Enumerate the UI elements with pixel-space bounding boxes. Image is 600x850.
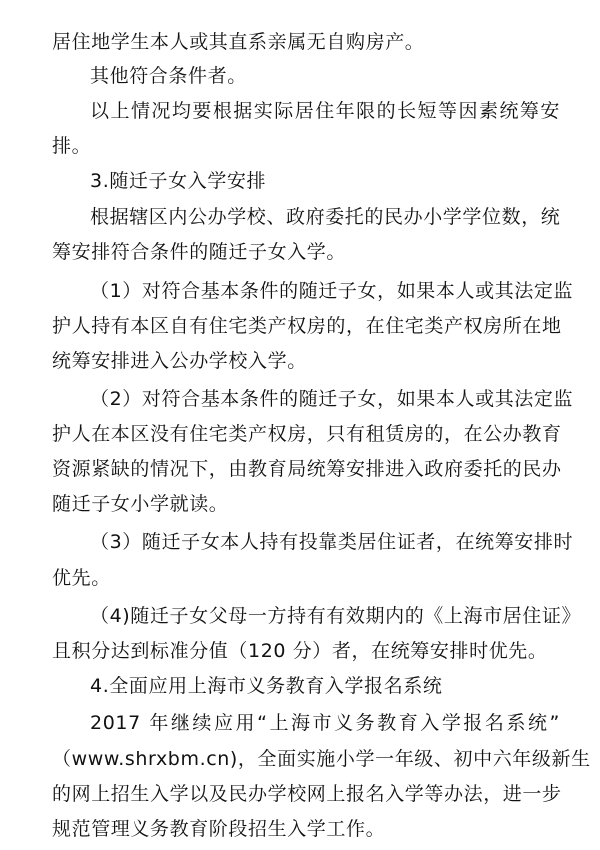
text-line-21: （www.shrxbm.cn)，全面实施小学一年级、初中六年级新生 xyxy=(52,748,591,770)
text-line-10: 统筹安排进入公办学校入学。 xyxy=(52,350,307,372)
text-line-8: （1）对符合基本条件的随迁子女，如果本人或其法定监 xyxy=(90,280,574,302)
section-heading-3: 3.随迁子女入学安排 xyxy=(90,170,267,192)
text-line-3: 以上情况均要根据实际居住年限的长短等因素统筹安 xyxy=(90,100,560,122)
text-line-22: 的网上招生入学以及民办学校网上报名入学等办法，进一步 xyxy=(52,783,562,805)
text-line-13: 资源紧缺的情况下，由教育局统筹安排进入政府委托的民办 xyxy=(52,458,562,480)
text-line-11: （2）对符合基本条件的随迁子女，如果本人或其法定监 xyxy=(90,388,574,410)
text-line-4: 排。 xyxy=(52,135,92,157)
text-line-17: （4)随迁子女父母一方持有有效期内的《上海市居住证》 xyxy=(90,605,582,627)
text-line-12: 护人在本区没有住宅类产权房，只有租赁房的，在公办教育 xyxy=(52,423,562,445)
text-line-14: 随迁子女小学就读。 xyxy=(52,493,229,515)
text-line-20: 2017 年继续应用“上海市义务教育入学报名系统” xyxy=(90,712,560,734)
text-line-15: （3）随迁子女本人持有投靠类居住证者，在统筹安排时 xyxy=(90,531,574,553)
text-line-6: 根据辖区内公办学校、政府委托的民办小学学位数，统 xyxy=(90,206,561,228)
text-line-18: 且积分达到标准分值（120 分）者，在统筹安排时优先。 xyxy=(52,640,548,662)
text-line-16: 优先。 xyxy=(52,567,111,589)
text-line-7: 筹安排符合条件的随迁子女入学。 xyxy=(52,241,347,263)
text-line-1: 居住地学生本人或其直系亲属无自购房产。 xyxy=(52,31,425,53)
section-heading-4: 4.全面应用上海市义务教育入学报名系统 xyxy=(90,675,443,697)
text-line-2: 其他符合条件者。 xyxy=(90,65,247,87)
text-line-9: 护人持有本区自有住宅类产权房的，在住宅类产权房所在地 xyxy=(52,315,562,337)
text-line-23: 规范管理义务教育阶段招生入学工作。 xyxy=(52,818,386,840)
